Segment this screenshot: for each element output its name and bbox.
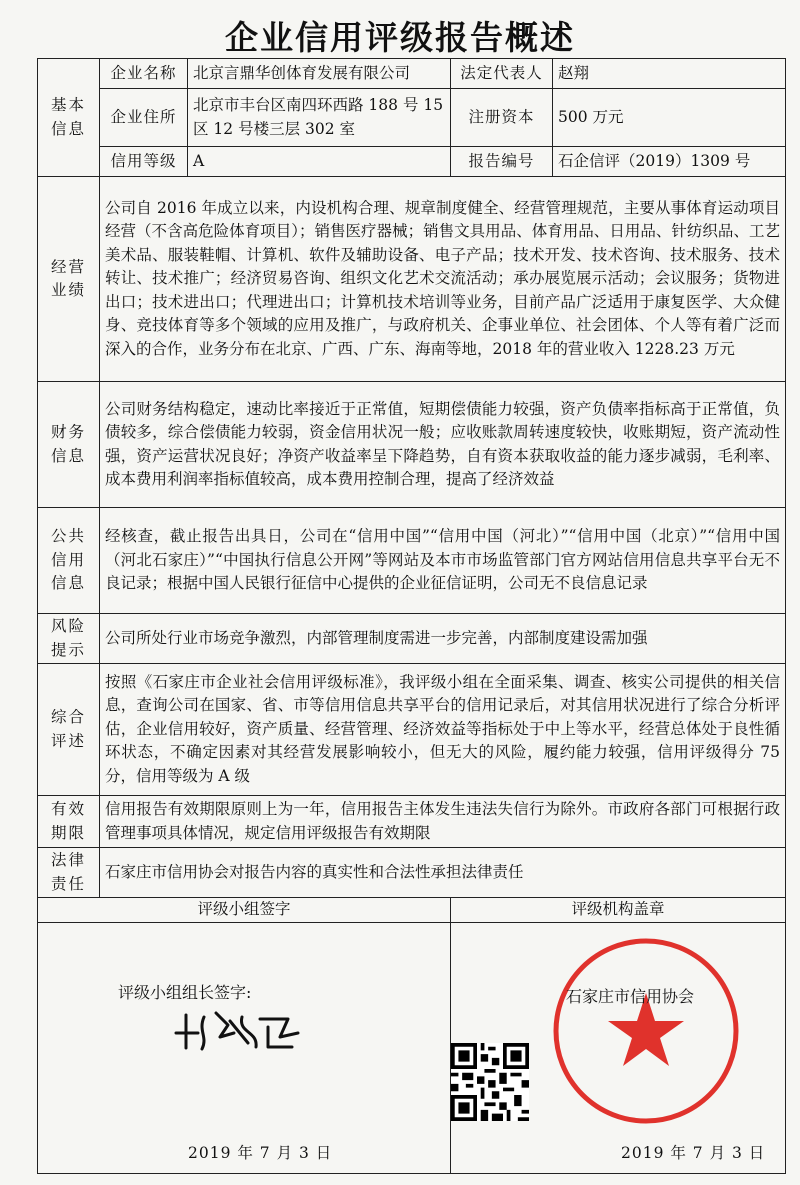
category-business: 经营业绩 bbox=[38, 177, 100, 382]
category-validity: 有效期限 bbox=[38, 796, 100, 848]
category-legal: 法律责任 bbox=[38, 848, 100, 898]
row-sign bbox=[38, 923, 786, 1174]
official-seal bbox=[546, 931, 746, 1131]
company-name: 北京言鼎华创体育发展有限公司 bbox=[188, 59, 451, 89]
sign-left-title: 评级小组签字 bbox=[38, 898, 451, 923]
label-report-no: 报告编号 bbox=[451, 147, 553, 177]
row-legal bbox=[38, 848, 786, 898]
legal-rep: 赵翔 bbox=[553, 59, 786, 89]
row-address bbox=[38, 89, 786, 147]
row-grade bbox=[38, 147, 786, 177]
finance-text: 公司财务结构稳定，速动比率接近于正常值，短期偿债能力较强，资产负债率指标高于正常值，负债较多，综合偿债能力较弱，资金信用状况一般；应收账款周转速度较快，收账期短，资产流动性强，资产运营状况良好；净资产收益率呈下降趋势，自有资本获取收益的能力逐步减弱，毛利率、成本费用利润率指标值较高，成本费用控制合理，提高了经济效益 bbox=[100, 382, 786, 508]
sign-right-title: 评级机构盖章 bbox=[451, 898, 786, 923]
page-title: 企业信用评级报告概述 bbox=[225, 18, 575, 57]
row-company-name bbox=[38, 59, 786, 89]
report-table bbox=[37, 58, 786, 1174]
category-basic: 基本信息 bbox=[38, 59, 100, 177]
category-finance: 财务信息 bbox=[38, 382, 100, 508]
label-legal-rep: 法定代表人 bbox=[451, 59, 553, 89]
company-address: 北京市丰台区南四环西路 188 号 15 区 12 号楼三层 302 室 bbox=[188, 89, 451, 147]
left-sign-date: 2019 年 7 月 3 日 bbox=[188, 1143, 333, 1162]
handwritten-signature bbox=[168, 1003, 308, 1053]
legal-text: 石家庄市信用协会对报告内容的真实性和合法性承担法律责任 bbox=[100, 848, 786, 898]
label-grade: 信用等级 bbox=[100, 147, 188, 177]
leader-sign-label: 评级小组组长签字: bbox=[118, 983, 252, 1002]
category-summary: 综合评述 bbox=[38, 664, 100, 796]
report-number: 石企信评（2019）1309 号 bbox=[553, 147, 786, 177]
row-sign-titles bbox=[38, 898, 786, 923]
risk-text: 公司所处行业市场竞争激烈，内部管理制度需进一步完善，内部制度建设需加强 bbox=[100, 614, 786, 664]
row-validity bbox=[38, 796, 786, 848]
public-text: 经核查，截止报告出具日，公司在“信用中国”“信用中国（河北）”“信用中国（北京）”“信用中国（河北石家庄）”“中国执行信息公开网”等网站及本市市场监管部门官方网站信用信息共享平台无不良记录；根据中国人民银行征信中心提供的企业征信证明，公司无不良信息记录 bbox=[100, 508, 786, 614]
summary-text: 按照《石家庄市企业社会信用评级标准》，我评级小组在全面采集、调查、核实公司提供的相关信息，查询公司在国家、省、市等信用信息共享平台的信用记录后，对其信用状况进行了综合分析评估，企业信用较好，资产质量、经营管理、经济效益等指标处于中上等水平，经营总体处于良性循环状态，不确定因素对其经营发展影响较小，但无大的风险，履约能力较强，信用评级得分 75 分，信用等级为 A 级 bbox=[100, 664, 786, 796]
validity-text: 信用报告有效期限原则上为一年，信用报告主体发生违法失信行为除外。市政府各部门可根据行政管理事项具体情况，规定信用评级报告有效期限 bbox=[100, 796, 786, 848]
row-business bbox=[38, 177, 786, 382]
label-company-name: 企业名称 bbox=[100, 59, 188, 89]
business-text: 公司自 2016 年成立以来，内设机构合理、规章制度健全、经营管理规范，主要从事体育运动项目经营（不含高危险体育项目）；销售医疗器械；销售文具用品、体育用品、日用品、针纺织品、工艺美术品、服装鞋帽、计算机、软件及辅助设备、电子产品；技术开发、技术咨询、技术服务、技术转让、技术推广；经济贸易咨询、组织文化艺术交流活动；承办展览展示活动；会议服务；货物进出口；技术进出口；代理进出口；计算机技术培训等业务，目前产品广泛适用于康复医学、大众健身、竞技体育等多个领域的应用及推广，与政府机关、企事业单位、社会团体、个人等有着广泛而深入的合作，业务分布在北京、广西、广东、海南等地，2018 年的营业收入 1228.23 万元 bbox=[100, 177, 786, 382]
registered-capital: 500 万元 bbox=[553, 89, 786, 147]
row-summary bbox=[38, 664, 786, 796]
row-public bbox=[38, 508, 786, 614]
credit-grade: A bbox=[188, 147, 451, 177]
label-capital: 注册资本 bbox=[451, 89, 553, 147]
row-risk bbox=[38, 614, 786, 664]
sign-right-cell bbox=[451, 923, 786, 1174]
category-risk: 风险提示 bbox=[38, 614, 100, 664]
label-address: 企业住所 bbox=[100, 89, 188, 147]
right-sign-date: 2019 年 7 月 3 日 bbox=[621, 1143, 766, 1162]
row-finance bbox=[38, 382, 786, 508]
category-public: 公共信用信息 bbox=[38, 508, 100, 614]
sign-left-cell bbox=[38, 923, 451, 1174]
org-name: 石家庄市信用协会 bbox=[566, 987, 695, 1006]
qr-code-icon bbox=[451, 1043, 529, 1121]
